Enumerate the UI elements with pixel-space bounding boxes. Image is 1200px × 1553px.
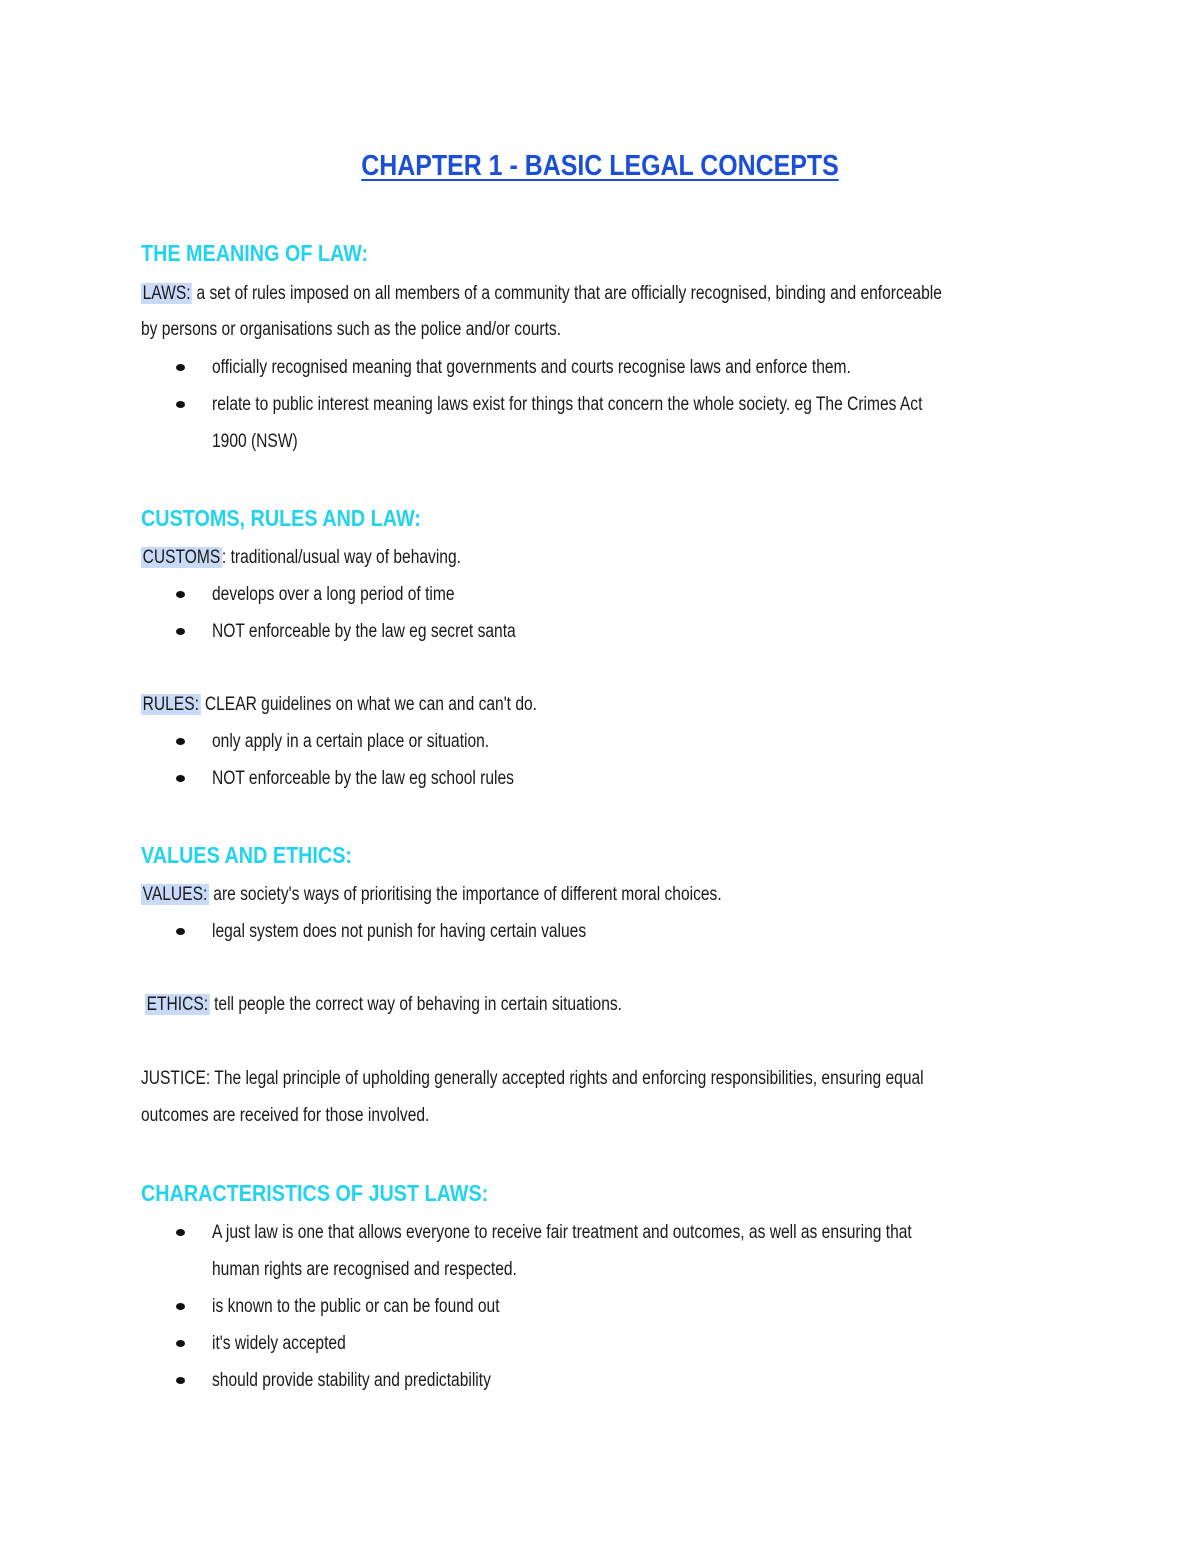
- bullet-dot: [176, 628, 185, 635]
- list-item: develops over a long period of time: [212, 584, 455, 605]
- bullet-dot: [176, 738, 185, 745]
- list-item: NOT enforceable by the law eg school rules: [212, 768, 514, 789]
- customs-definition: [141, 546, 461, 570]
- bullet-dot: [176, 364, 185, 371]
- list-item: legal system does not punish for having certain values: [212, 921, 587, 942]
- laws-definition-line-1: [141, 282, 942, 306]
- list-item: should provide stability and predictability: [212, 1370, 491, 1391]
- justice-definition-line-2: outcomes are received for those involved.: [141, 1105, 430, 1126]
- term-customs: CUSTOMS: [142, 547, 221, 568]
- heading-values-ethics: VALUES AND ETHICS:: [141, 842, 352, 868]
- list-item-continuation: human rights are recognised and respected.: [212, 1259, 517, 1280]
- heading-customs-rules-law: CUSTOMS, RULES AND LAW:: [141, 505, 421, 531]
- bullet-dot: [176, 1377, 185, 1384]
- heading-just-laws: CHARACTERISTICS OF JUST LAWS:: [141, 1180, 489, 1206]
- justice-definition-line-1: JUSTICE: The legal principle of upholding generally accepted rights and enforcing responsibilities, ensuring equal: [141, 1068, 924, 1089]
- ethics-definition: [145, 993, 622, 1017]
- bullet-dot: [176, 401, 185, 408]
- term-values: VALUES:: [142, 884, 208, 905]
- rules-definition: [141, 693, 537, 717]
- list-item: relate to public interest meaning laws exist for things that concern the whole society. eg The Crimes Act: [212, 394, 923, 415]
- list-item: A just law is one that allows everyone to receive fair treatment and outcomes, as well as ensuring that: [212, 1222, 912, 1243]
- heading-meaning-of-law: THE MEANING OF LAW:: [141, 240, 369, 266]
- list-item: is known to the public or can be found out: [212, 1296, 500, 1317]
- values-definition: [141, 883, 722, 907]
- list-item-continuation: 1900 (NSW): [212, 431, 298, 452]
- bullet-dot: [176, 1303, 185, 1310]
- bullet-dot: [176, 1229, 185, 1236]
- values-definition-text: are society's ways of prioritising the importance of different moral choices.: [208, 884, 722, 905]
- term-ethics: ETHICS:: [146, 994, 209, 1015]
- laws-definition-text: a set of rules imposed on all members of a community that are officially recognised, binding and enforceable: [192, 283, 942, 304]
- bullet-dot: [176, 1340, 185, 1347]
- page-title: CHAPTER 1 - BASIC LEGAL CONCEPTS: [361, 150, 839, 182]
- list-item: NOT enforceable by the law eg secret santa: [212, 621, 516, 642]
- customs-definition-text: : traditional/usual way of behaving.: [221, 547, 461, 568]
- list-item: it's widely accepted: [212, 1333, 346, 1354]
- term-laws: LAWS:: [142, 283, 191, 304]
- list-item: only apply in a certain place or situation.: [212, 731, 490, 752]
- bullet-dot: [176, 775, 185, 782]
- bullet-dot: [176, 928, 185, 935]
- bullet-dot: [176, 591, 185, 598]
- ethics-definition-text: tell people the correct way of behaving in certain situations.: [209, 994, 622, 1015]
- rules-definition-text: CLEAR guidelines on what we can and can't do.: [200, 694, 537, 715]
- list-item: officially recognised meaning that governments and courts recognise laws and enforce them.: [212, 357, 851, 378]
- term-rules: RULES:: [142, 694, 199, 715]
- laws-definition-line-2: by persons or organisations such as the police and/or courts.: [141, 319, 562, 340]
